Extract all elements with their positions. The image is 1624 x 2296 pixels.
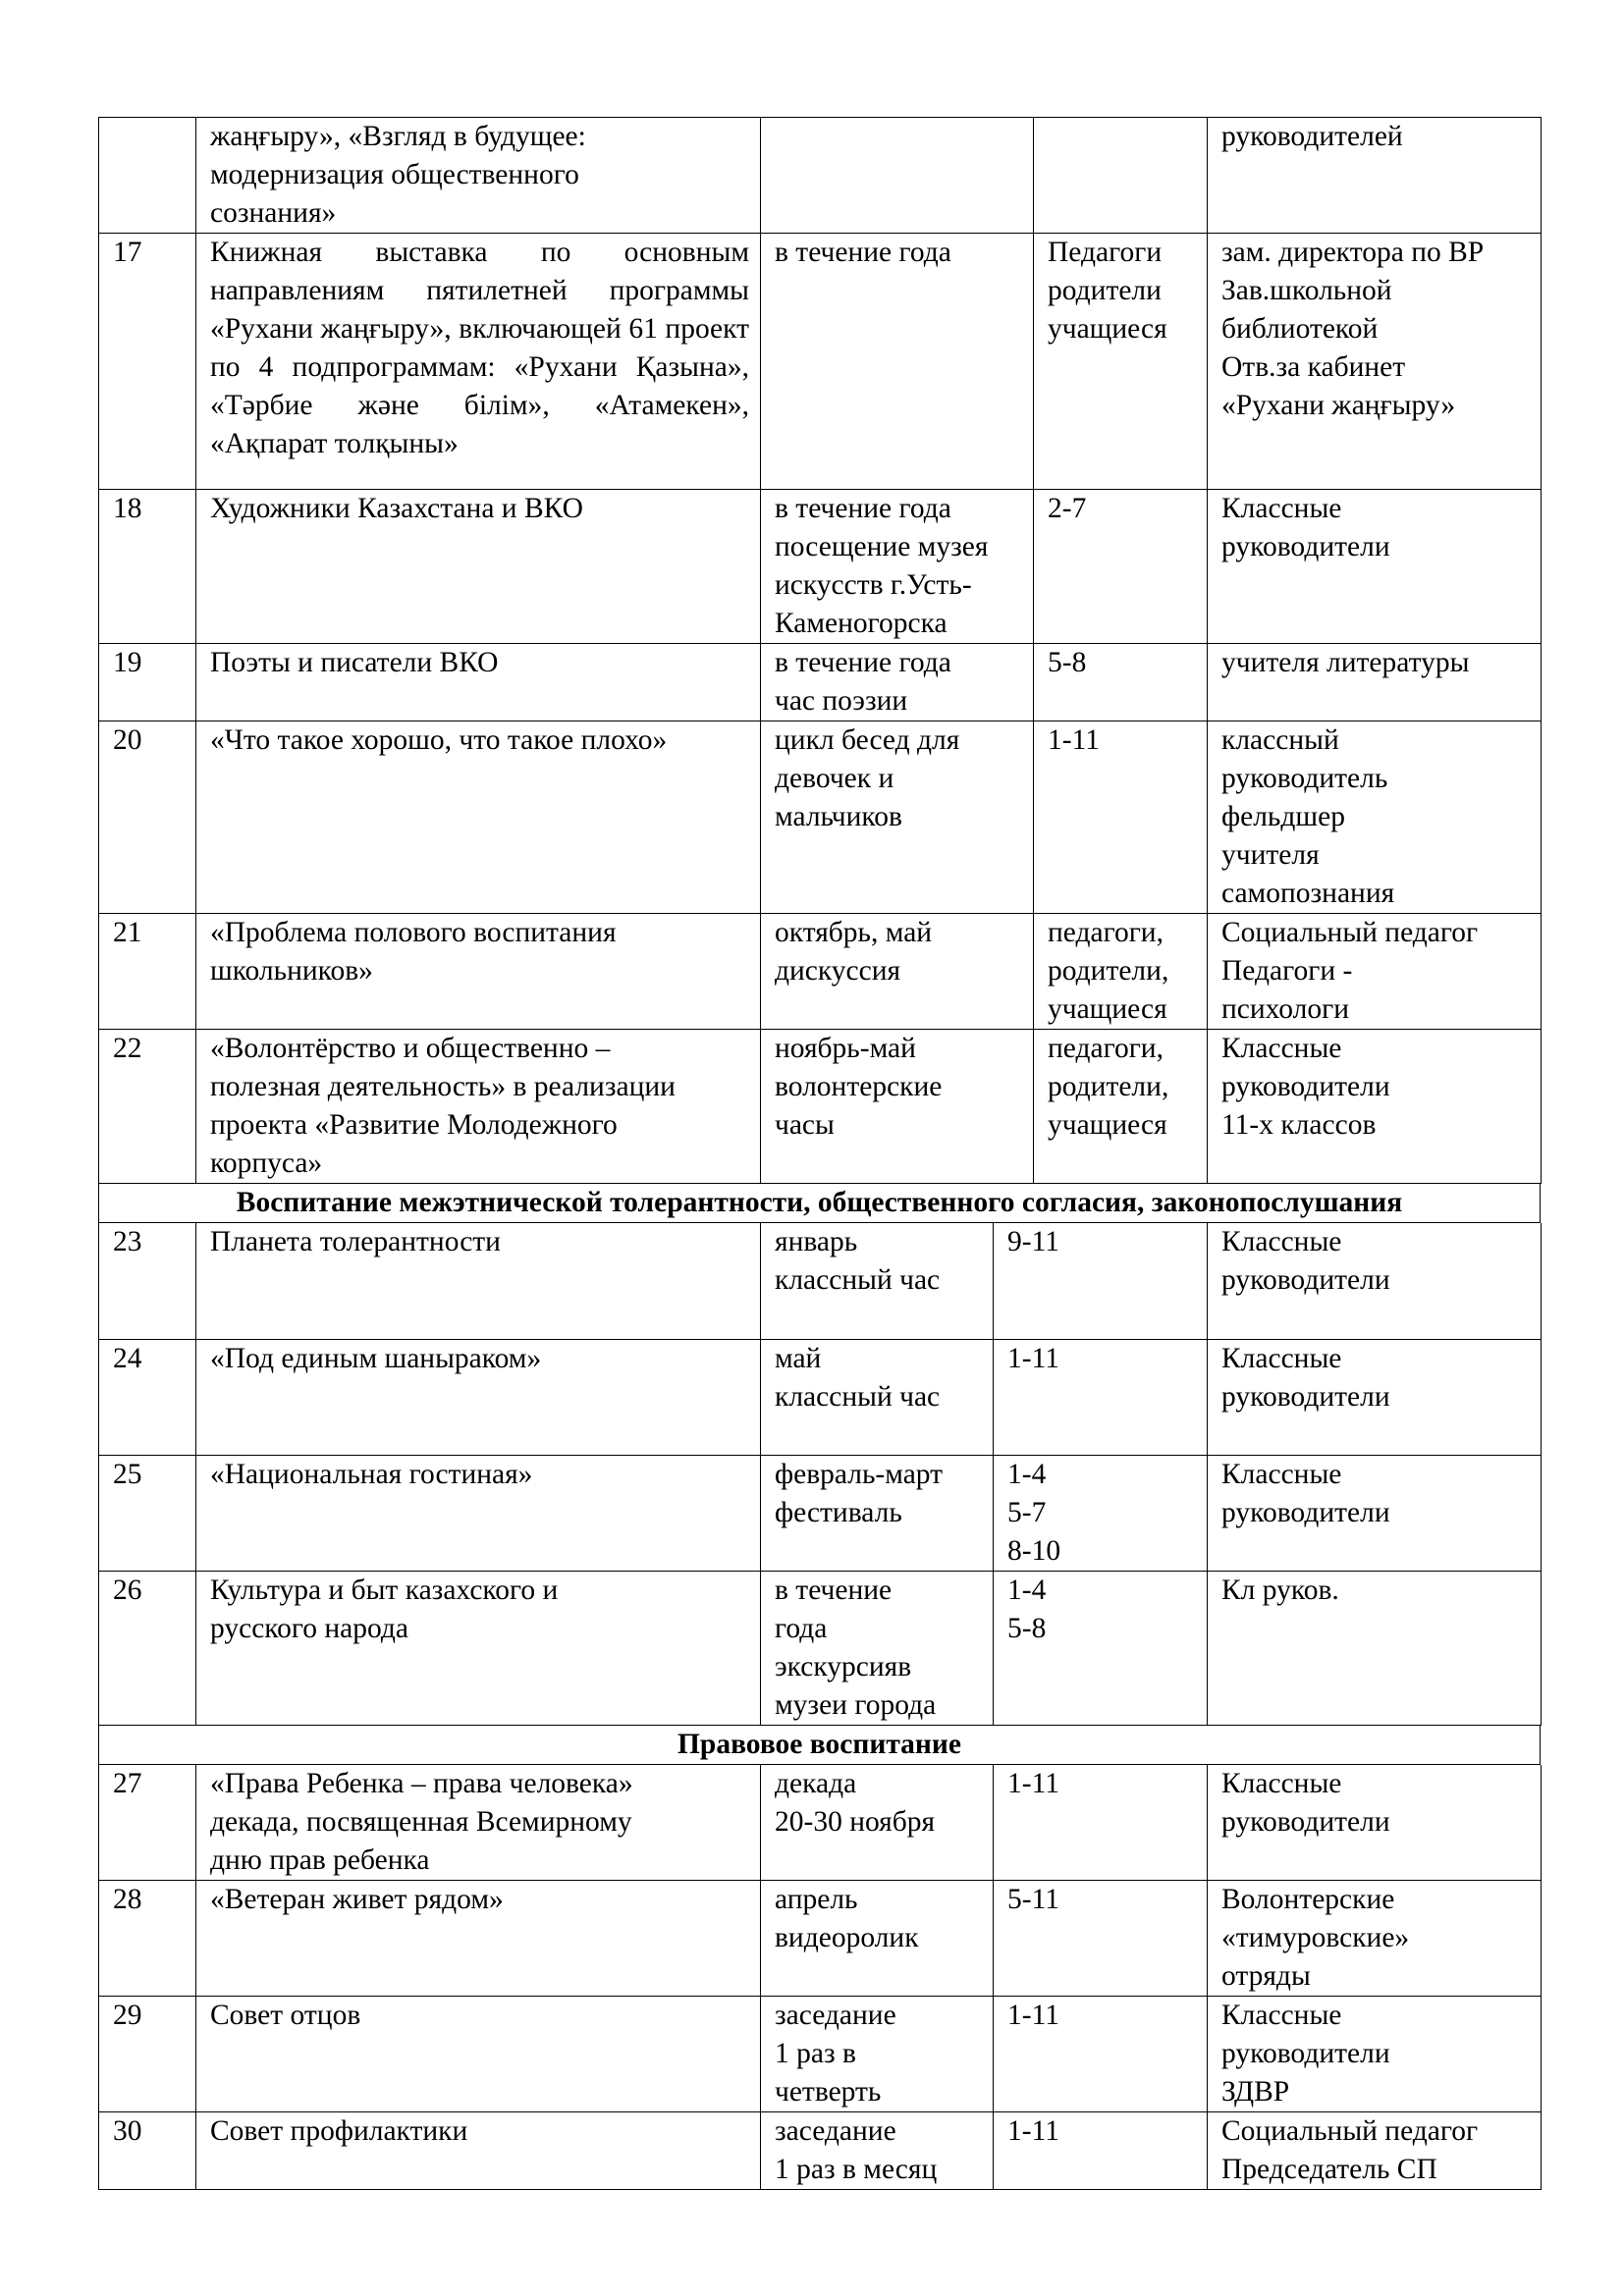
plan-table-part-3 [98,1765,1542,2191]
section-heading-tolerance: Воспитание межэтнической толерантности, общественного согласия, законопослушания [99,1184,1541,1223]
row-number-cell: 30 [99,2112,196,2190]
responsible-cell: Классные руководители [1208,1339,1542,1455]
section-heading-table [98,1726,1541,1765]
responsible-cell: классный руководитель фельдшер учителя самопознания [1208,721,1542,914]
plan-table-body [99,1223,1542,1725]
event-title-cell: «Ветеран живет рядом» [196,1881,761,1997]
event-form-date-cell: в течение года экскурсияв музеи города [761,1571,994,1725]
event-title-cell: «Волонтёрство и общественно – полезная деятельность» в реализации проекта «Развитие Молодежного корпуса» [196,1030,761,1184]
participants-cell: педагоги, родители, учащиеся [1034,914,1208,1030]
participants-cell: 1-4 5-7 8-10 [994,1455,1208,1571]
event-form-date-cell: в течение года посещение музея искусств г.Усть- Каменогорска [761,490,1034,644]
table-row [99,1339,1542,1455]
table-row [99,1223,1542,1339]
participants-cell: 1-11 [994,2112,1208,2190]
event-title-cell: «Проблема полового воспитания школьников» [196,914,761,1030]
responsible-cell: Классные руководители 11-х классов [1208,1030,1542,1184]
plan-table-part-1 [98,117,1542,1184]
responsible-cell: Классные руководители ЗДВР [1208,1997,1542,2112]
row-number-cell: 22 [99,1030,196,1184]
responsible-cell: Волонтерские «тимуровские» отряды [1208,1881,1542,1997]
participants-cell: 2-7 [1034,490,1208,644]
plan-table-body [99,118,1542,1184]
responsible-cell: зам. директора по ВР Зав.школьной библиотекой Отв.за кабинет «Рухани жаңғыру» [1208,234,1542,490]
row-number-cell: 27 [99,1765,196,1881]
row-number-cell: 24 [99,1339,196,1455]
participants-cell: 5-11 [994,1881,1208,1997]
participants-cell: 1-11 [994,1997,1208,2112]
responsible-cell: учителя литературы [1208,644,1542,721]
row-number-cell: 26 [99,1571,196,1725]
responsible-cell: руководителей [1208,118,1542,234]
event-form-date-cell: февраль-март фестиваль [761,1455,994,1571]
row-number-cell: 28 [99,1881,196,1997]
table-row [99,1030,1542,1184]
participants-cell: Педагоги родители учащиеся [1034,234,1208,490]
table-row [99,234,1542,490]
event-form-date-cell: октябрь, май дискуссия [761,914,1034,1030]
event-form-date-cell: цикл бесед для девочек и мальчиков [761,721,1034,914]
responsible-cell: Социальный педагог Педагоги - психологи [1208,914,1542,1030]
responsible-cell: Классные руководители [1208,1455,1542,1571]
event-form-date-cell: апрель видеоролик [761,1881,994,1997]
section-heading-table [98,1184,1541,1223]
participants-cell: 1-4 5-8 [994,1571,1208,1725]
responsible-cell: Кл руков. [1208,1571,1542,1725]
event-title-cell: Совет отцов [196,1997,761,2112]
participants-cell: 1-11 [994,1339,1208,1455]
event-title-cell: Совет профилактики [196,2112,761,2190]
participants-cell: педагоги, родители, учащиеся [1034,1030,1208,1184]
event-form-date-cell [761,118,1034,234]
event-form-date-cell: январь классный час [761,1223,994,1339]
event-form-date-cell: в течение года час поэзии [761,644,1034,721]
row-number-cell: 21 [99,914,196,1030]
row-number-cell: 25 [99,1455,196,1571]
event-title-cell: «Под единым шаныраком» [196,1339,761,1455]
document-page [98,117,1541,2190]
responsible-cell: Классные руководители [1208,1223,1542,1339]
section-heading-legal: Правовое воспитание [99,1726,1541,1765]
row-number-cell: 18 [99,490,196,644]
participants-cell: 1-11 [1034,721,1208,914]
participants-cell [1034,118,1208,234]
event-form-date-cell: декада 20-30 ноября [761,1765,994,1881]
event-form-date-cell: ноябрь-май волонтерские часы [761,1030,1034,1184]
event-title-cell: Книжная выставка по основным направлениям пятилетней программы «Рухани жаңғыру», включающей 61 проект по 4 подпрограммам: «Рухани Қазына», «Тәрбие және білім», «Атамекен», «Ақпарат толқыны» [196,234,761,490]
event-form-date-cell: май классный час [761,1339,994,1455]
event-form-date-cell: заседание 1 раз в четверть [761,1997,994,2112]
participants-cell: 1-11 [994,1765,1208,1881]
table-row [99,1455,1542,1571]
table-row [99,1765,1542,1881]
event-title-cell: «Что такое хорошо, что такое плохо» [196,721,761,914]
event-title-cell: «Права Ребенка – права человека» декада, посвященная Всемирному дню прав ребенка [196,1765,761,1881]
participants-cell: 5-8 [1034,644,1208,721]
row-number-cell: 17 [99,234,196,490]
table-row [99,1571,1542,1725]
responsible-cell: Классные руководители [1208,1765,1542,1881]
table-row [99,721,1542,914]
table-row [99,1881,1542,1997]
plan-table-body [99,1765,1542,2190]
row-number-cell [99,118,196,234]
event-form-date-cell: заседание 1 раз в месяц [761,2112,994,2190]
plan-table-part-2 [98,1223,1542,1726]
event-title-cell: жаңғыру», «Взгляд в будущее: модернизация общественного сознания» [196,118,761,234]
row-number-cell: 23 [99,1223,196,1339]
row-number-cell: 29 [99,1997,196,2112]
row-number-cell: 20 [99,721,196,914]
table-row [99,644,1542,721]
table-row [99,2112,1542,2190]
event-title-cell: Культура и быт казахского и русского народа [196,1571,761,1725]
table-row [99,490,1542,644]
table-row [99,914,1542,1030]
event-title-cell: «Национальная гостиная» [196,1455,761,1571]
responsible-cell: Социальный педагог Председатель СП [1208,2112,1542,2190]
participants-cell: 9-11 [994,1223,1208,1339]
responsible-cell: Классные руководители [1208,490,1542,644]
event-title-cell: Планета толерантности [196,1223,761,1339]
row-number-cell: 19 [99,644,196,721]
event-title-cell: Художники Казахстана и ВКО [196,490,761,644]
event-title-cell: Поэты и писатели ВКО [196,644,761,721]
table-row [99,118,1542,234]
event-form-date-cell: в течение года [761,234,1034,490]
table-row [99,1997,1542,2112]
